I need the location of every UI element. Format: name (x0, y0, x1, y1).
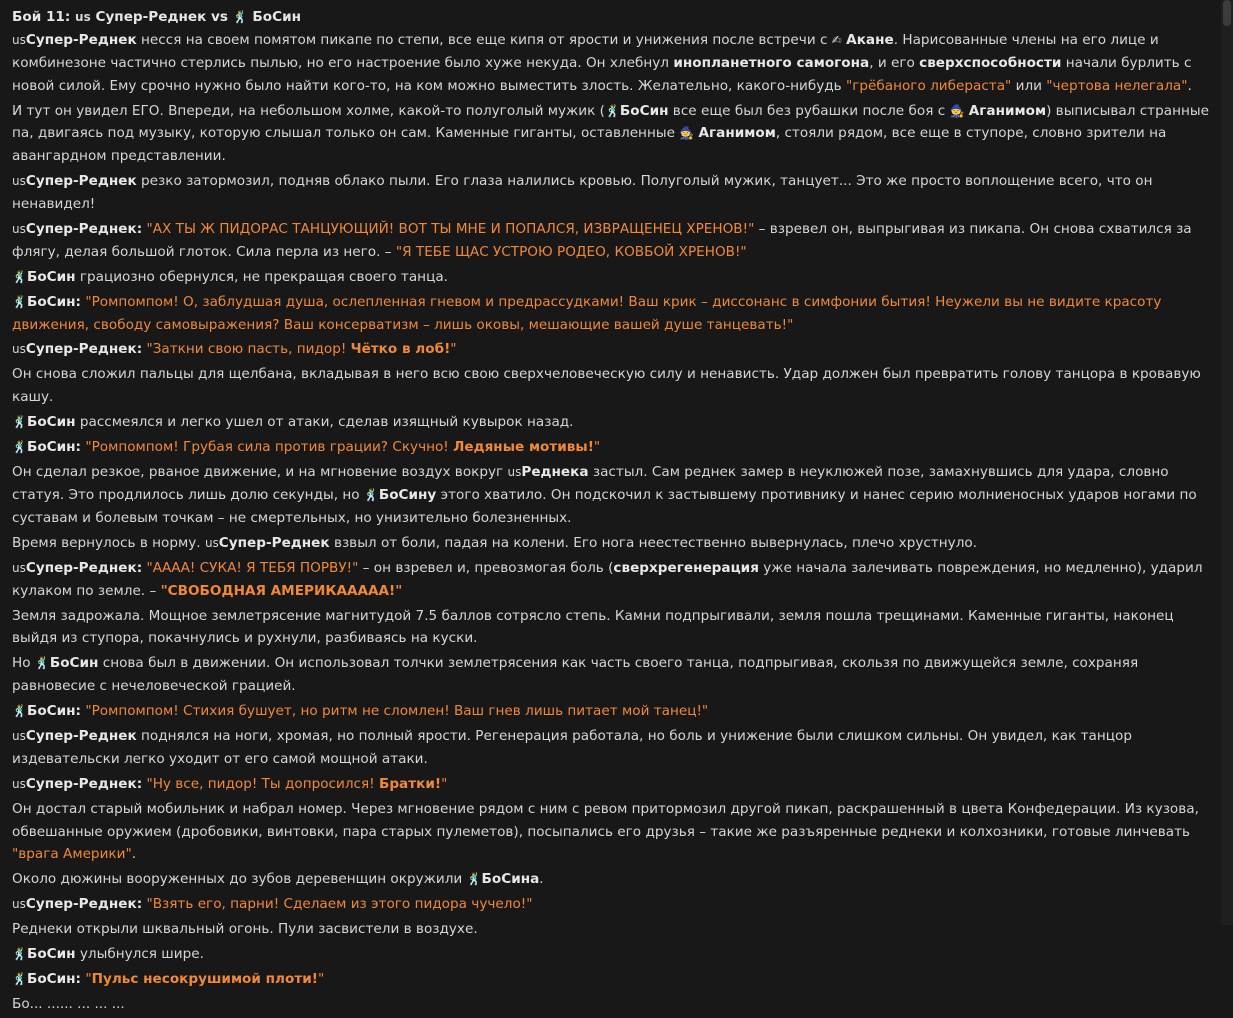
dancer-icon: 🕺 (12, 269, 27, 284)
name-bosin: БоСина (481, 871, 540, 888)
quote: "Ромпомпом! О, заблудшая душа, ослепленная гневом и предрассудками! Ваш крик – диссонанс в симфонии бытия! Неужели вы не видите красоту движения, свободу самовыражения? Ваш консерватизм – лишь оковы, мешающие вашей душе танцевать!" (12, 293, 1162, 333)
paragraph: 🕺БоСин грациозно обернулся, не прекращая своего танца. (12, 268, 448, 285)
story-document (12, 6, 1220, 1018)
us-flag-icon: us (12, 33, 26, 47)
quote: "чертова нелегала" (1046, 77, 1188, 94)
name-redneck: Супер-Реднек (25, 728, 137, 745)
dancer-icon: 🕺 (363, 488, 379, 503)
title-vs: vs (206, 9, 233, 25)
paragraph: Он достал старый мобильник и набрал номер. Через мгновение рядом с ним с ревом притормозил другой пикап, раскрашенный в цвета Конфедерации. Из кузова, обвешанные оружием (дробовики, винтовки, пара старых пулеметов), посыпались его друзья – такие же разъяренные реднеки и колхозники, готовые линчевать "врага Америки". (12, 800, 1199, 863)
paragraph: Реднеки открыли шквальный огонь. Пули засвистели в воздухе. (12, 921, 478, 938)
vertical-scrollbar[interactable] (1221, 0, 1233, 925)
dancer-icon: 🕺 (12, 972, 27, 987)
mage-icon: 🧙 (679, 126, 695, 141)
dancer-icon: 🕺 (12, 704, 27, 719)
quote: "грёбаного либераста" (846, 77, 1012, 94)
us-flag-icon: us (12, 897, 26, 912)
quote: "Ну все, пидор! Ты допросился! Братки!" (146, 775, 448, 792)
name-redneck: Супер-Реднек (25, 559, 137, 576)
paragraph: 🕺БоСин: "Ромпомпом! Грубая сила против грации? Скучно! Ледяные мотивы!" (12, 439, 601, 456)
quote: "Заткни свою пасть, пидор! Чётко в лоб!" (146, 341, 457, 358)
us-flag-icon: us (12, 560, 26, 575)
name-bosin: БоСин (26, 703, 76, 720)
dancer-icon: 🕺 (12, 947, 27, 962)
title-fighter2: БоСин (252, 9, 301, 25)
name-bosin: БоСин (26, 268, 76, 285)
us-flag-icon: us (12, 342, 26, 357)
name-bosin: БоСин (26, 971, 76, 988)
name-bosin: БоСину (378, 487, 437, 504)
name-aganim: Аганимом (968, 102, 1047, 119)
us-flag-icon: us (12, 174, 26, 189)
dancer-icon: 🕺 (34, 656, 50, 671)
name-bosin: БоСин (26, 946, 76, 963)
name-redneck: Супер-Реднек (218, 534, 330, 551)
quote: "СВОБОДНАЯ АМЕРИКААААА!" (160, 582, 403, 599)
dancer-icon: 🕺 (232, 10, 248, 24)
quote: "Пульс несокрушимой плоти!" (85, 971, 325, 988)
quote: "АААА! СУКА! Я ТЕБЯ ПОРВУ!" (146, 559, 359, 576)
quote: "АХ ТЫ Ж ПИДОРАС ТАНЦУЮЩИЙ! ВОТ ТЫ МНЕ И ПОПАЛСЯ, ИЗВРАЩЕНЕЦ ХРЕНОВ!" (146, 220, 755, 237)
name-redneck: Супер-Реднек (25, 896, 137, 913)
name-bosin: БоСин (26, 293, 76, 310)
dancer-icon: 🕺 (466, 872, 482, 887)
paragraph: usСупер-Реднек: "Ну все, пидор! Ты допросился! Братки!" (12, 775, 448, 792)
paragraph: 🕺БоСин улыбнулся шире. (12, 946, 204, 963)
paragraph: И тут он увидел ЕГО. Впереди, на небольшом холме, какой-то полуголый мужик (🕺БоСин все еще был без рубашки после боя с 🧙 Аганимом) выписывал странные па, двигаясь под музыку, которую слышал только он сам. Каменные гиганты, оставленные 🧙 Аганимом, стояли рядом, все еще в ступоре, словно зрители на авангардном представлении. (12, 102, 1209, 165)
name-redneck: Супер-Реднек (25, 220, 137, 237)
title-prefix: Бой 11: (12, 9, 76, 25)
paragraph: Но 🕺БоСин снова был в движении. Он использовал толчки землетрясения как часть своего танца, подпрыгивая, скользя по движущейся земле, сохраняя равновесие с нечеловеческой грацией. (12, 655, 1139, 695)
paragraph: usСупер-Реднек: "АХ ТЫ Ж ПИДОРАС ТАНЦУЮЩИЙ! ВОТ ТЫ МНЕ И ПОПАЛСЯ, ИЗВРАЩЕНЕЦ ХРЕНОВ!" – взревел он, выпрыгивая из пикапа. Он снова схватился за флягу, делая большой глоток. Сила перла из него. – "Я ТЕБЕ ЩАС УСТРОЮ РОДЕО, КОВБОЙ ХРЕНОВ!" (12, 220, 1192, 260)
paragraph: usСупер-Реднек несся на своем помятом пикапе по степи, все еще кипя от ярости и унижения после встречи с ✍ Акане. Нарисованные члены на его лице и комбинезоне частично стерлись пылью, но его настроение было хуже некуда. Он хлебнул инопланетного самогона, и его сверхспособности начали бурлить с новой силой. Ему срочно нужно было найти кого-то, на ком можно выместить злость. Желательно, какого-нибудь "грёбаного либераста" или "чертова нелегала". (12, 32, 1192, 94)
mage-icon: 🧙 (949, 103, 965, 118)
us-flag-icon: us (204, 535, 219, 550)
name-redneck: Реднека (521, 464, 589, 481)
dancer-icon: 🕺 (604, 103, 620, 118)
paragraph: usСупер-Реднек: "АААА! СУКА! Я ТЕБЯ ПОРВУ!" – он взревел и, превозмогая боль (сверхрегенерация уже начала залечивать повреждения, но медленно), ударил кулаком по земле. – "СВОБОДНАЯ АМЕРИКААААА!" (12, 559, 1203, 599)
dancer-icon: 🕺 (12, 415, 27, 430)
name-bosin: БоСин (26, 414, 76, 431)
paragraph: usСупер-Реднек: "Взять его, парни! Сделаем из этого пидора чучело!" (12, 896, 533, 913)
name-bosin: БоСин (619, 102, 669, 119)
us-flag-icon: us (507, 465, 522, 480)
name-bosin: БоСин (49, 655, 99, 672)
paragraph: usСупер-Реднек: "Заткни свою пасть, пидор! Чётко в лоб!" (12, 341, 457, 358)
paragraph: Он сделал резкое, рваное движение, и на мгновение воздух вокруг usРеднека застыл. Сам реднек замер в неуклюжей позе, замахнувшись для удара, словно статуя. Это продлилось лишь долю секунды, но 🕺БоСину этого хватило. Он подскочил к застывшему противнику и нанес серию молниеносных ударов ногами по суставам и болевым точкам – не смертельных, но унизительно болезненных. (12, 464, 1197, 526)
us-flag-icon: us (75, 10, 91, 24)
paragraph: Он снова сложил пальцы для щелбана, вкладывая в него всю свою сверхчеловеческую силу и ненависть. Удар должен был превратить голову танцора в кровавую кашу. (12, 366, 1201, 406)
paragraph: Земля задрожала. Мощное землетрясение магнитудой 7.5 баллов сотрясло степь. Камни подпрыгивали, земля пошла трещинами. Каменные гиганты, наконец выйдя из ступора, покачнулись и рухнули, разбиваясь на куски. (12, 607, 1174, 647)
dancer-icon: 🕺 (12, 294, 27, 309)
quote: "Я ТЕБЕ ЩАС УСТРОЮ РОДЕО, КОВБОЙ ХРЕНОВ!" (395, 243, 747, 260)
paragraph: usСупер-Реднек резко затормозил, подняв облако пыли. Его глаза налились кровью. Полуголый мужик, танцует... Это же просто воплощение всего, что он ненавидел! (12, 173, 1153, 212)
paragraph: 🕺БоСин: "Ромпомпом! Стихия бушует, но ритм не сломлен! Ваш гнев лишь питает мой танец!" (12, 703, 709, 720)
quote: "Взять его, парни! Сделаем из этого пидора чучело!" (146, 896, 533, 913)
paragraph: Время вернулось в норму. usСупер-Реднек взвыл от боли, падая на колени. Его нога неестественно вывернулась, плечо хрустнуло. (12, 534, 978, 551)
quote: "Ромпомпом! Стихия бушует, но ритм не сломлен! Ваш гнев лишь питает мой танец!" (85, 703, 709, 720)
name-redneck: Супер-Реднек (25, 341, 137, 358)
name-aganim: Аганимом (698, 125, 776, 142)
writing-hand-icon: ✍ (831, 33, 842, 47)
us-flag-icon: us (12, 729, 26, 744)
dancer-icon: 🕺 (12, 440, 27, 455)
paragraph: 🕺БоСин: "Ромпомпом! О, заблудшая душа, ослепленная гневом и предрассудками! Ваш крик – диссонанс в симфонии бытия! Неужели вы не видите красоту движения, свободу самовыражения? Ваш консерватизм – лишь оковы, мешающие вашей душе танцевать!" (12, 293, 1162, 333)
name-redneck: Супер-Реднек (25, 775, 137, 792)
quote: "Ромпомпом! Грубая сила против грации? Скучно! Ледяные мотивы!" (85, 439, 601, 456)
us-flag-icon: us (12, 776, 26, 791)
page-title (12, 6, 1220, 28)
name-redneck: Супер-Реднек (25, 173, 137, 190)
name-bosin: БоСин (26, 439, 76, 456)
name-akane: Акане (846, 32, 894, 48)
paragraph: usСупер-Реднек поднялся на ноги, хромая, но полный ярости. Регенерация работала, но боль и унижение были слишком сильны. Он увидел, как танцор издевательски легко уходит от его самой мощной атаки. (12, 728, 1132, 767)
paragraph: Около дюжины вооруженных до зубов деревенщин окружили 🕺БоСина. (12, 871, 544, 888)
quote: "врага Америки" (12, 846, 132, 863)
title-fighter1: Супер-Реднек (95, 9, 207, 25)
paragraph-partial: Бо... ...... ... ... ... (12, 996, 125, 1013)
paragraph: 🕺БоСин рассмеялся и легко ушел от атаки, сделав изящный кувырок назад. (12, 414, 574, 431)
name-redneck: Супер-Реднек (25, 32, 137, 48)
paragraph: 🕺БоСин: "Пульс несокрушимой плоти!" (12, 971, 325, 988)
us-flag-icon: us (12, 221, 26, 236)
scrollbar-thumb[interactable] (1223, 0, 1231, 26)
